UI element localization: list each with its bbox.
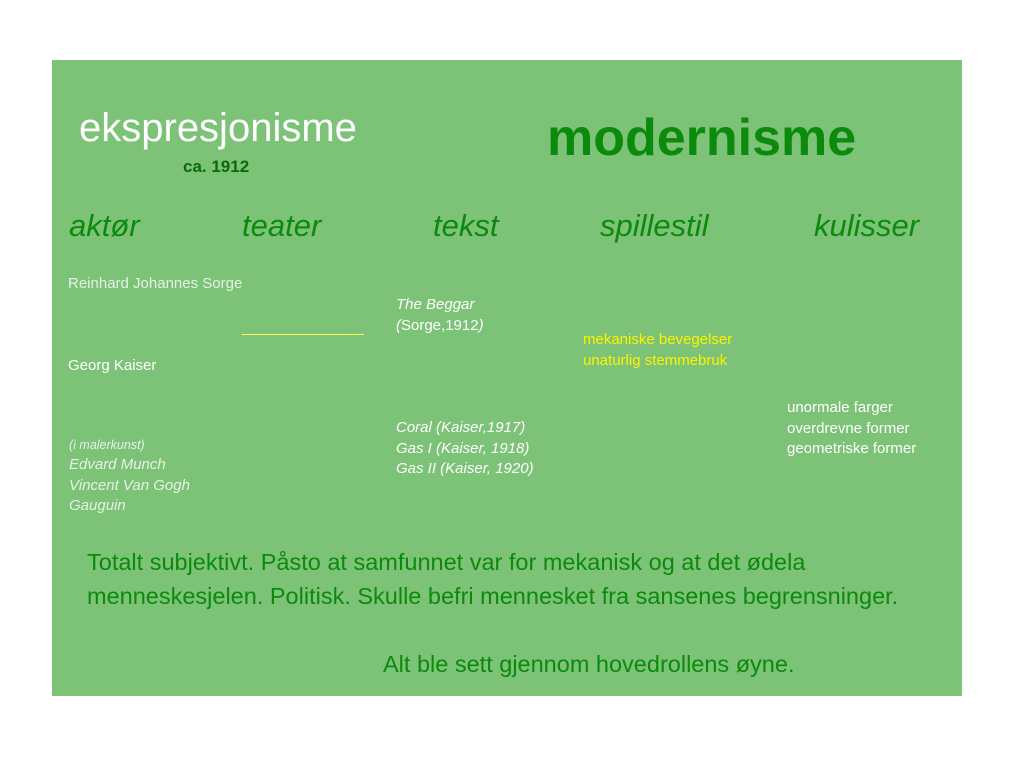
paren-close: ) [478,316,484,334]
work-item: Gas II (Kaiser, 1920) [396,460,534,477]
beggar-meta-line [396,316,484,337]
actor-sorge: Reinhard Johannes Sorge [68,275,243,292]
actor-kaiser: Georg Kaiser [68,357,157,374]
scenery-item: overdrevne former [787,419,910,437]
beggar-title: The Beggar [396,296,475,313]
painter-name: Edvard Munch [69,456,166,473]
scenery-notes [787,398,916,460]
style-item: unaturlig stemmebruk [583,351,728,369]
work-item: Gas I (Kaiser, 1918) [396,439,530,457]
column-heading-actor: aktør [69,208,140,243]
description-paragraph: Totalt subjektivt. Påsto at samfunnet var for mekanisk og at det ødela menneskesjelen. Politisk. Skulle befri mennesket fra sansenes begrensninger. [87,549,899,609]
column-heading-text: tekst [433,208,499,243]
title-expressionism: ekspresjonisme [79,106,357,150]
text-kaiser-works [396,418,534,480]
subtitle-date: ca. 1912 [183,157,250,176]
beggar-meta: Sorge,1912 [401,316,479,334]
slide [52,60,962,696]
style-notes [583,330,732,371]
column-heading-scenery: kulisser [814,208,920,243]
art-note: (i malerkunst) [69,438,145,452]
painter-name: Gauguin [69,497,126,514]
style-item: mekaniske bevegelser [583,331,733,348]
paren-open: ( [396,316,401,334]
scenery-item: geometriske former [787,440,917,457]
painter-list [69,455,190,517]
closing-line: Alt ble sett gjennom hovedrollens øyne. [383,651,795,677]
column-heading-theater: teater [242,208,322,243]
work-item: Coral (Kaiser,1917) [396,419,526,436]
painter-name: Vincent Van Gogh [69,476,190,494]
title-modernism: modernisme [547,109,857,167]
column-heading-style: spillestil [600,208,709,243]
text-beggar [396,295,484,336]
theater-blank-line [242,334,364,335]
scenery-item: unormale farger [787,399,893,416]
